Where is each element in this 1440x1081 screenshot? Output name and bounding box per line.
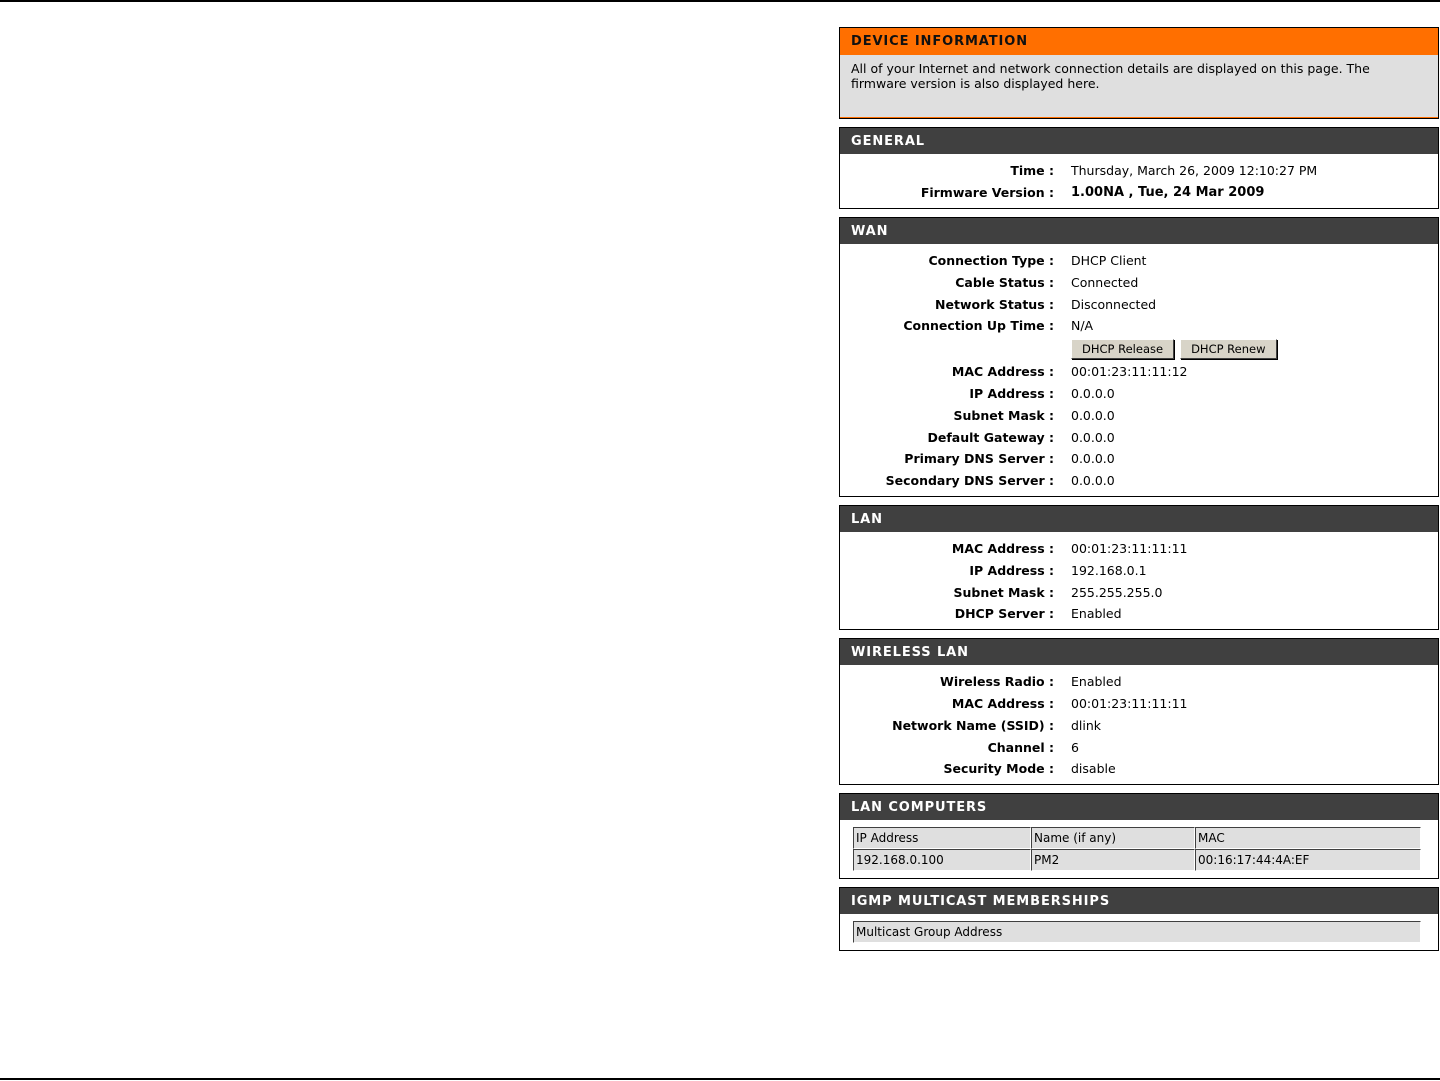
lan-computers-table: [853, 827, 1421, 871]
cell-mac: 00:16:17:44:4A:EF: [1195, 849, 1421, 871]
table-header-row: [853, 921, 1421, 943]
device-information-header: DEVICE INFORMATION: [840, 28, 1438, 55]
lan-dhcp-server-value: Enabled: [1071, 606, 1122, 622]
wan-ip-value: 0.0.0.0: [1071, 385, 1115, 401]
lan-mac-value: 00:01:23:11:11:11: [1071, 540, 1188, 556]
wan-ip-row: [840, 383, 1438, 405]
top-rule: [0, 0, 1440, 2]
wan-section: [839, 217, 1439, 497]
dhcp-release-button[interactable]: DHCP Release: [1071, 339, 1174, 359]
wan-subnet-label: Subnet Mask :: [953, 407, 1054, 423]
cable-status-label: Cable Status :: [955, 274, 1054, 290]
lan-dhcp-server-label: DHCP Server :: [954, 606, 1054, 622]
wan-secondary-dns-label: Secondary DNS Server :: [885, 473, 1054, 489]
dhcp-renew-button[interactable]: DHCP Renew: [1180, 339, 1276, 359]
lan-ip-value: 192.168.0.1: [1071, 562, 1147, 578]
wireless-radio-row: [840, 671, 1438, 693]
channel-value: 6: [1071, 739, 1079, 755]
wireless-lan-section: [839, 638, 1439, 785]
wan-primary-dns-label: Primary DNS Server :: [904, 451, 1054, 467]
dhcp-buttons: [840, 337, 1438, 361]
lan-computers-section: [839, 793, 1439, 879]
cell-name: PM2: [1031, 849, 1195, 871]
igmp-header: IGMP MULTICAST MEMBERSHIPS: [840, 887, 1438, 914]
wan-secondary-dns-row: [840, 470, 1438, 492]
wireless-mac-label: MAC Address :: [951, 695, 1054, 711]
table-header-row: [853, 827, 1421, 849]
lan-ip-label: IP Address :: [969, 562, 1054, 578]
connection-up-time-label: Connection Up Time :: [903, 318, 1054, 334]
wan-header: WAN: [840, 217, 1438, 244]
connection-up-time-row: [840, 315, 1438, 337]
network-status-row: [840, 293, 1438, 315]
wan-primary-dns-row: [840, 448, 1438, 470]
connection-type-value: DHCP Client: [1071, 252, 1147, 268]
igmp-table: [853, 921, 1421, 943]
lan-mac-label: MAC Address :: [951, 540, 1054, 556]
connection-type-label: Connection Type :: [928, 252, 1054, 268]
table-row: [853, 849, 1421, 871]
cell-ip-address: 192.168.0.100: [853, 849, 1031, 871]
col-multicast-group-address: Multicast Group Address: [853, 921, 1421, 943]
wan-gateway-row: [840, 426, 1438, 448]
lan-subnet-row: [840, 581, 1438, 603]
wan-mac-value: 00:01:23:11:11:12: [1071, 364, 1188, 380]
time-row: [840, 160, 1438, 182]
device-information-description: All of your Internet and network connection details are displayed on this page. The firmware version is also displayed here.: [840, 55, 1438, 118]
lan-ip-row: [840, 559, 1438, 581]
channel-label: Channel :: [987, 739, 1054, 755]
lan-subnet-value: 255.255.255.0: [1071, 584, 1163, 600]
firmware-label: Firmware Version :: [920, 185, 1054, 201]
lan-subnet-label: Subnet Mask :: [953, 584, 1054, 600]
cable-status-value: Connected: [1071, 274, 1139, 290]
connection-up-time-value: N/A: [1071, 318, 1094, 334]
wireless-radio-value: Enabled: [1071, 674, 1122, 690]
general-header: GENERAL: [840, 127, 1438, 154]
time-value: Thursday, March 26, 2009 12:10:27 PM: [1071, 163, 1318, 179]
connection-type-row: [840, 250, 1438, 272]
lan-mac-row: [840, 538, 1438, 560]
cable-status-row: [840, 271, 1438, 293]
device-information-section: [839, 27, 1439, 119]
wan-ip-label: IP Address :: [969, 385, 1054, 401]
security-mode-row: [840, 758, 1438, 780]
network-status-label: Network Status :: [935, 296, 1054, 312]
lan-header: LAN: [840, 505, 1438, 532]
col-mac: MAC: [1195, 827, 1421, 849]
ssid-value: dlink: [1071, 717, 1102, 733]
col-ip-address: IP Address: [853, 827, 1031, 849]
wan-secondary-dns-value: 0.0.0.0: [1071, 473, 1115, 489]
igmp-section: [839, 887, 1439, 951]
wan-mac-label: MAC Address :: [951, 364, 1054, 380]
lan-computers-header: LAN COMPUTERS: [840, 793, 1438, 820]
firmware-row: [840, 182, 1438, 204]
bottom-rule: [0, 1078, 1440, 1080]
wireless-radio-label: Wireless Radio :: [940, 674, 1054, 690]
lan-section: [839, 505, 1439, 630]
security-mode-value: disable: [1071, 761, 1116, 777]
wan-primary-dns-value: 0.0.0.0: [1071, 451, 1115, 467]
time-label: Time :: [1010, 163, 1054, 179]
network-status-value: Disconnected: [1071, 296, 1157, 312]
device-info-panel: [839, 27, 1439, 959]
wan-gateway-label: Default Gateway :: [927, 429, 1054, 445]
firmware-value: 1.00NA , Tue, 24 Mar 2009: [1071, 185, 1265, 201]
channel-row: [840, 736, 1438, 758]
general-section: [839, 127, 1439, 209]
wireless-mac-row: [840, 693, 1438, 715]
wan-gateway-value: 0.0.0.0: [1071, 429, 1115, 445]
security-mode-label: Security Mode :: [943, 761, 1054, 777]
wireless-mac-value: 00:01:23:11:11:11: [1071, 695, 1188, 711]
wan-subnet-row: [840, 404, 1438, 426]
ssid-label: Network Name (SSID) :: [892, 717, 1054, 733]
col-name: Name (if any): [1031, 827, 1195, 849]
lan-dhcp-server-row: [840, 603, 1438, 625]
wan-subnet-value: 0.0.0.0: [1071, 407, 1115, 423]
ssid-row: [840, 714, 1438, 736]
wan-mac-row: [840, 361, 1438, 383]
wireless-lan-header: WIRELESS LAN: [840, 638, 1438, 665]
